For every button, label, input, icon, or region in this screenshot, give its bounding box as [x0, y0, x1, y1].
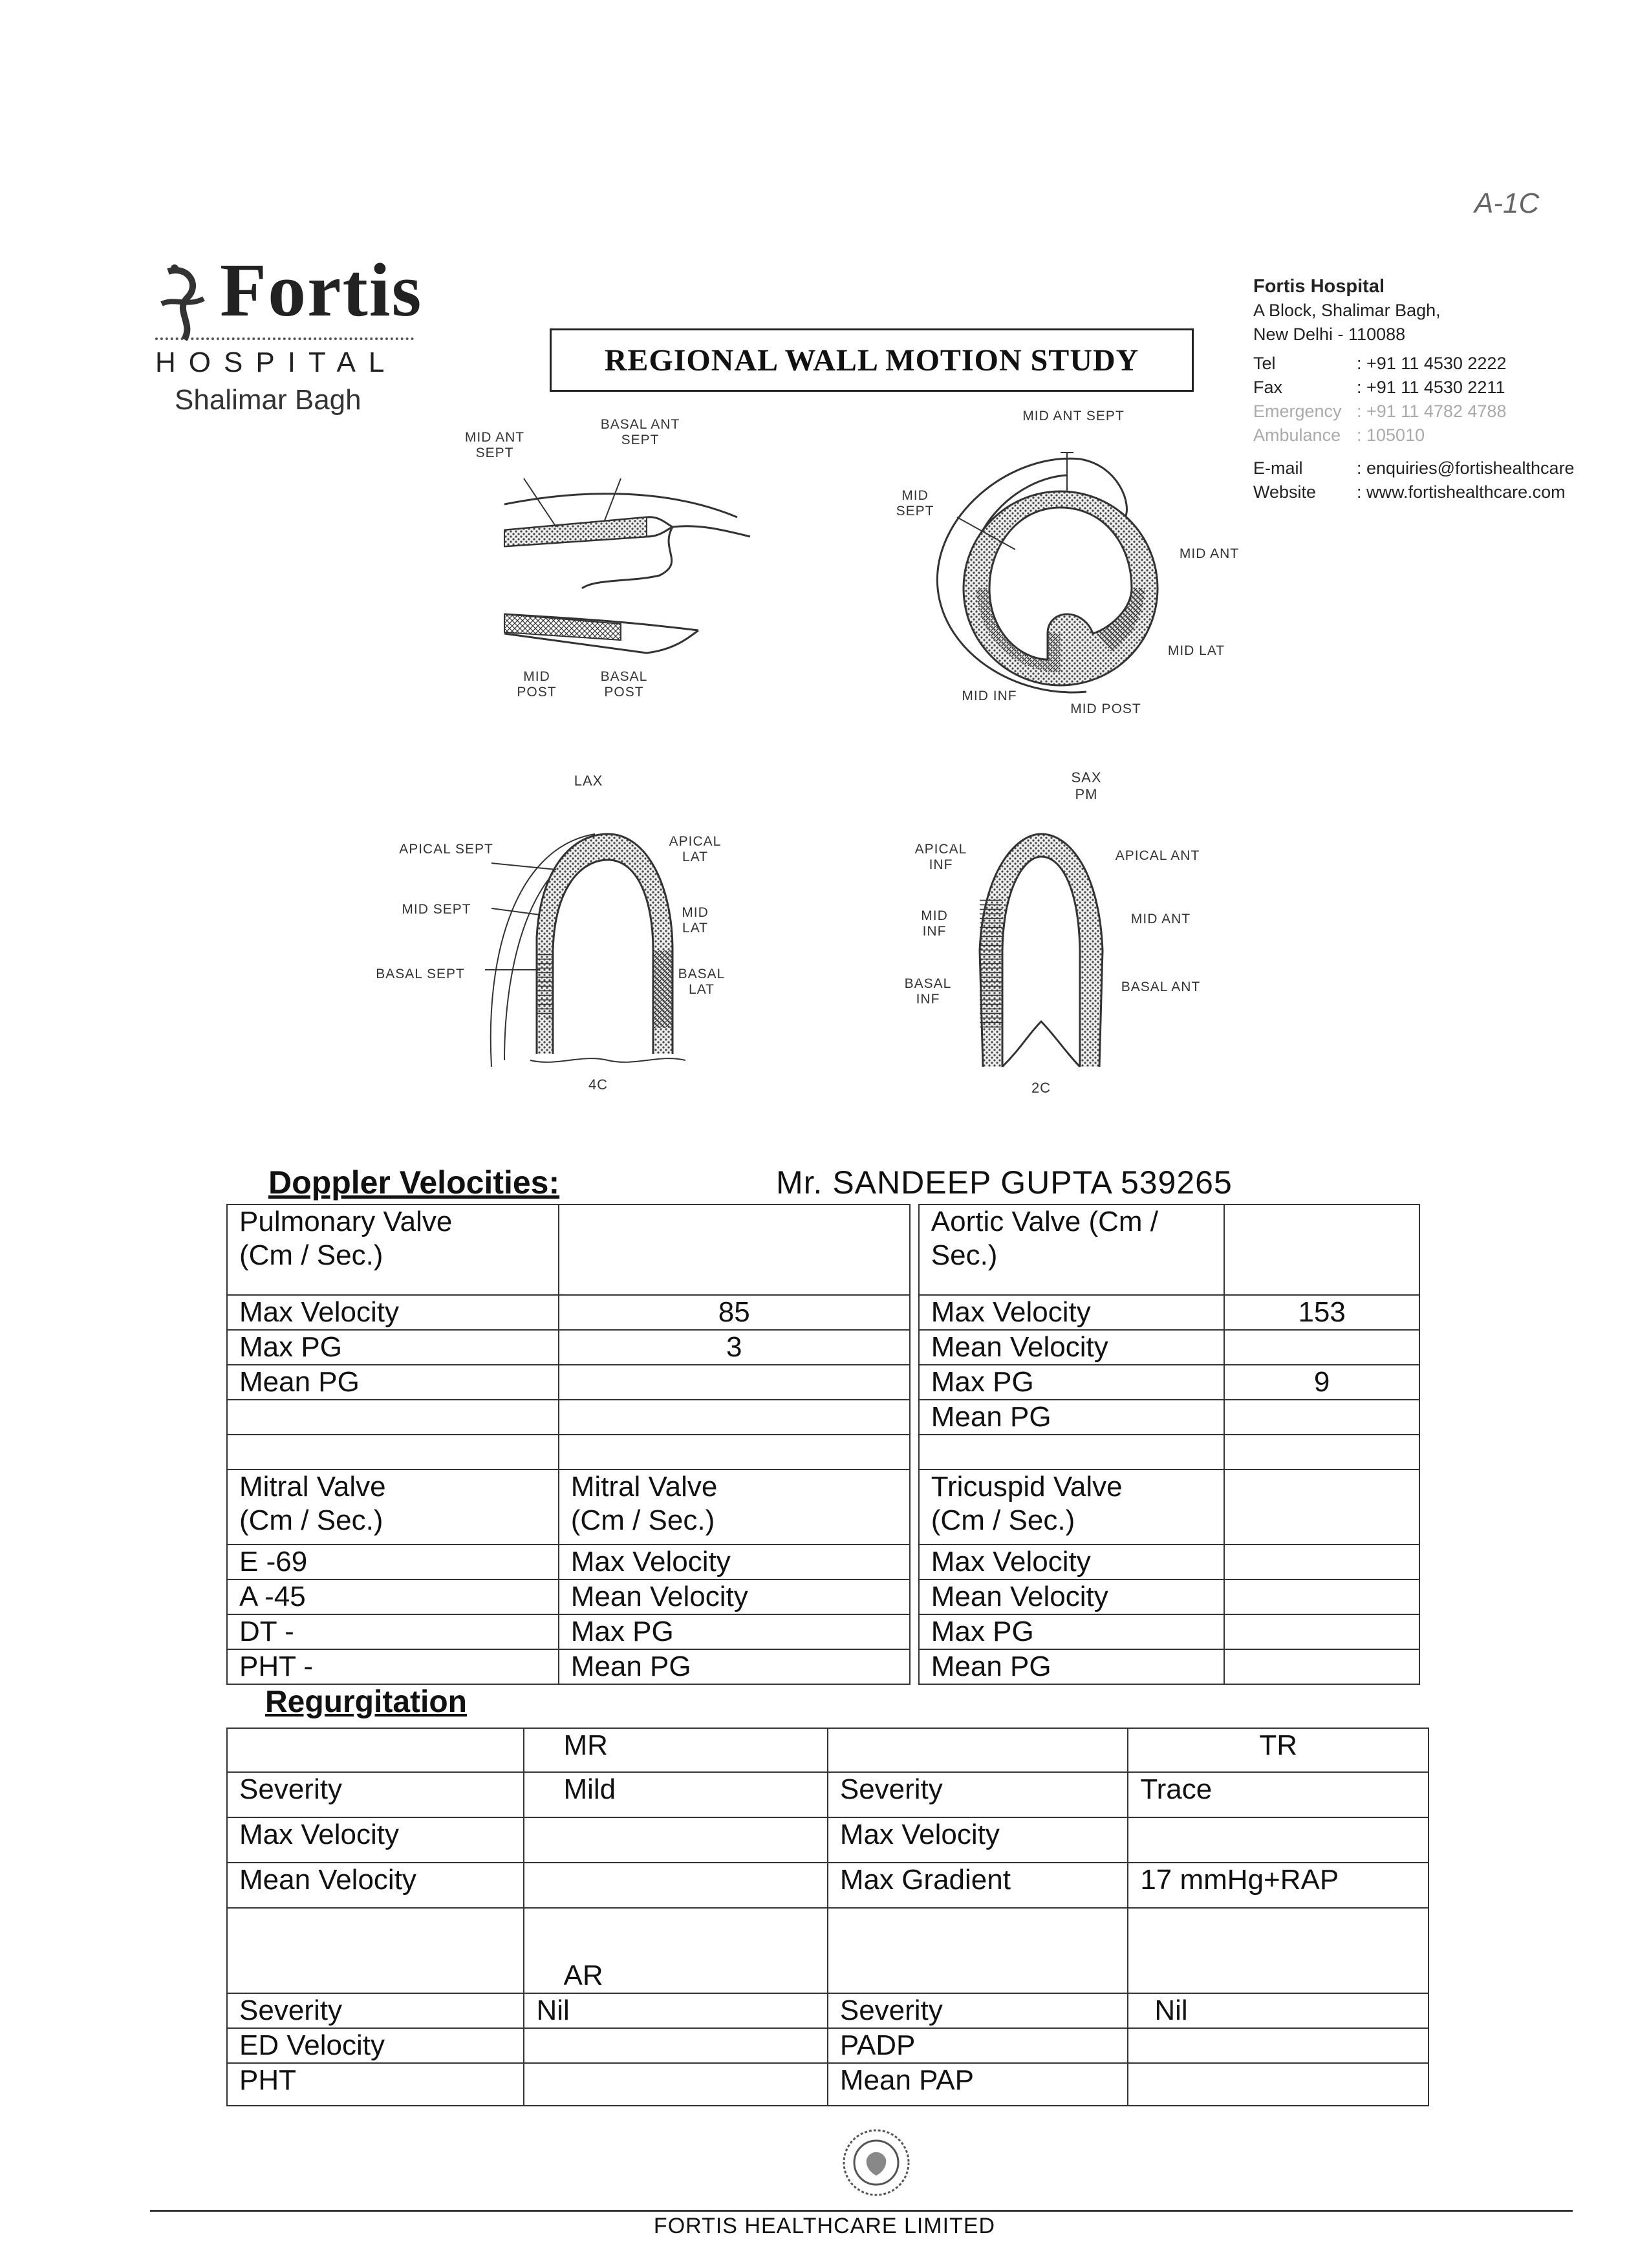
logo-wordmark: Fortis [220, 248, 423, 332]
contact-row-ambulance: Ambulance : 105010 [1253, 425, 1425, 445]
hospital-logo [149, 248, 423, 416]
four-chamber-diagram [479, 821, 685, 1080]
table-row: ED Velocity PADP [227, 2028, 1428, 2063]
regurgitation-table [226, 1728, 1429, 2106]
sax-view-label: SAX PM [1071, 769, 1102, 802]
table-row: Mean PG [227, 1400, 1419, 1435]
aortic-valve-header: Aortic Valve (Cm / Sec.) [919, 1204, 1225, 1295]
contact-address-1: A Block, Shalimar Bagh, [1253, 301, 1441, 320]
tr-label: TR [1128, 1728, 1428, 1772]
footer-divider [150, 2210, 1573, 2212]
table-row: PHT - Mean PG Mean PG [227, 1649, 1419, 1684]
sax-label-mid-sept: MID SEPT [896, 488, 934, 519]
two-c-label-basal-ant: BASAL ANT [1121, 979, 1201, 994]
doppler-heading: Doppler Velocities: [268, 1164, 560, 1201]
table-row [227, 1204, 1419, 1295]
page-mark: A-1C [1474, 187, 1540, 219]
table-row [227, 1728, 1428, 1772]
lax-diagram [491, 465, 763, 672]
page-title: REGIONAL WALL MOTION STUDY [550, 328, 1194, 392]
contact-row-email: E-mail : enquiries@fortishealthcare [1253, 458, 1575, 478]
lax-label-mid-ant-sept: MID ANT SEPT [464, 430, 525, 460]
two-c-label-basal-inf: BASAL INF [904, 976, 952, 1007]
footer-company-name: FORTIS HEALTHCARE LIMITED [653, 2214, 996, 2238]
sax-label-mid-inf: MID INF [962, 689, 1017, 703]
table-row: Mean Velocity Max Gradient 17 mmHg+RAP [227, 1863, 1428, 1908]
table-row: Max Velocity 85 Max Velocity 153 [227, 1295, 1419, 1330]
sax-label-mid-lat: MID LAT [1167, 643, 1225, 658]
lax-label-basal-post: BASAL POST [600, 669, 648, 700]
four-c-label-mid-lat: MID LAT [682, 905, 709, 936]
four-c-label-basal-sept: BASAL SEPT [376, 967, 465, 981]
fortis-emblem-icon [149, 259, 220, 343]
table-row [227, 1470, 1419, 1545]
patient-name: Mr. SANDEEP GUPTA 539265 [776, 1164, 1233, 1201]
table-row: Max Velocity Max Velocity [227, 1817, 1428, 1863]
two-c-label-mid-inf: MID INF [921, 908, 948, 939]
table-row: Severity Nil Severity Nil [227, 1993, 1428, 2028]
sax-label-mid-ant-sept: MID ANT SEPT [1022, 409, 1125, 423]
mitral-valve-header: Mitral Valve (Cm / Sec.) [227, 1470, 559, 1545]
contact-row-tel: Tel : +91 11 4530 2222 [1253, 354, 1507, 373]
tricuspid-valve-header: Tricuspid Valve (Cm / Sec.) [919, 1470, 1225, 1545]
logo-hospital-text: HOSPITAL [155, 347, 398, 378]
sax-diagram [918, 440, 1190, 711]
mr-label: MR [524, 1728, 827, 1772]
four-c-view-label: 4C [588, 1076, 609, 1093]
hospital-seal-icon [841, 2127, 912, 2198]
contact-name: Fortis Hospital [1253, 276, 1385, 297]
sax-label-mid-post: MID POST [1070, 701, 1141, 716]
table-row: E -69 Max Velocity Max Velocity [227, 1545, 1419, 1579]
doppler-table [226, 1204, 1420, 1685]
ar-label: AR [524, 1908, 827, 1993]
contact-address-2: New Delhi - 110088 [1253, 325, 1406, 344]
mitral-valve-header-2: Mitral Valve (Cm / Sec.) [559, 1470, 910, 1545]
contact-row-fax: Fax : +91 11 4530 2211 [1253, 378, 1505, 397]
table-row: Mean PG Max PG 9 [227, 1365, 1419, 1400]
four-c-label-basal-lat: BASAL LAT [678, 967, 726, 997]
four-c-label-apical-sept: APICAL SEPT [399, 842, 493, 857]
two-chamber-diagram [957, 821, 1125, 1080]
logo-branch-text: Shalimar Bagh [175, 384, 361, 416]
table-row: DT - Max PG Max PG [227, 1614, 1419, 1649]
two-c-view-label: 2C [1031, 1080, 1051, 1096]
table-row: Severity Mild Severity Trace [227, 1772, 1428, 1817]
table-row [227, 1435, 1419, 1470]
contact-block [1253, 275, 1641, 504]
table-row: PHT Mean PAP [227, 2063, 1428, 2106]
lax-label-basal-ant-sept: BASAL ANT SEPT [600, 417, 680, 447]
two-c-label-mid-ant: MID ANT [1130, 912, 1191, 926]
two-c-label-apical-inf: APICAL INF [914, 842, 967, 872]
lax-view-label: LAX [574, 773, 603, 789]
regurgitation-heading: Regurgitation [265, 1685, 467, 1719]
table-row: Max PG 3 Mean Velocity [227, 1330, 1419, 1365]
pulmonary-valve-header: Pulmonary Valve (Cm / Sec.) [227, 1204, 559, 1295]
two-c-label-apical-ant: APICAL ANT [1115, 848, 1200, 863]
four-c-label-mid-sept: MID SEPT [402, 902, 471, 917]
contact-row-emergency: Emergency : +91 11 4782 4788 [1253, 401, 1507, 421]
contact-row-website: Website : www.fortishealthcare.com [1253, 482, 1566, 502]
lax-label-mid-post: MID POST [517, 669, 557, 700]
sax-label-mid-ant: MID ANT [1179, 546, 1240, 561]
table-row [227, 1908, 1428, 1993]
four-c-label-apical-lat: APICAL LAT [669, 834, 722, 864]
table-row: A -45 Mean Velocity Mean Velocity [227, 1579, 1419, 1614]
